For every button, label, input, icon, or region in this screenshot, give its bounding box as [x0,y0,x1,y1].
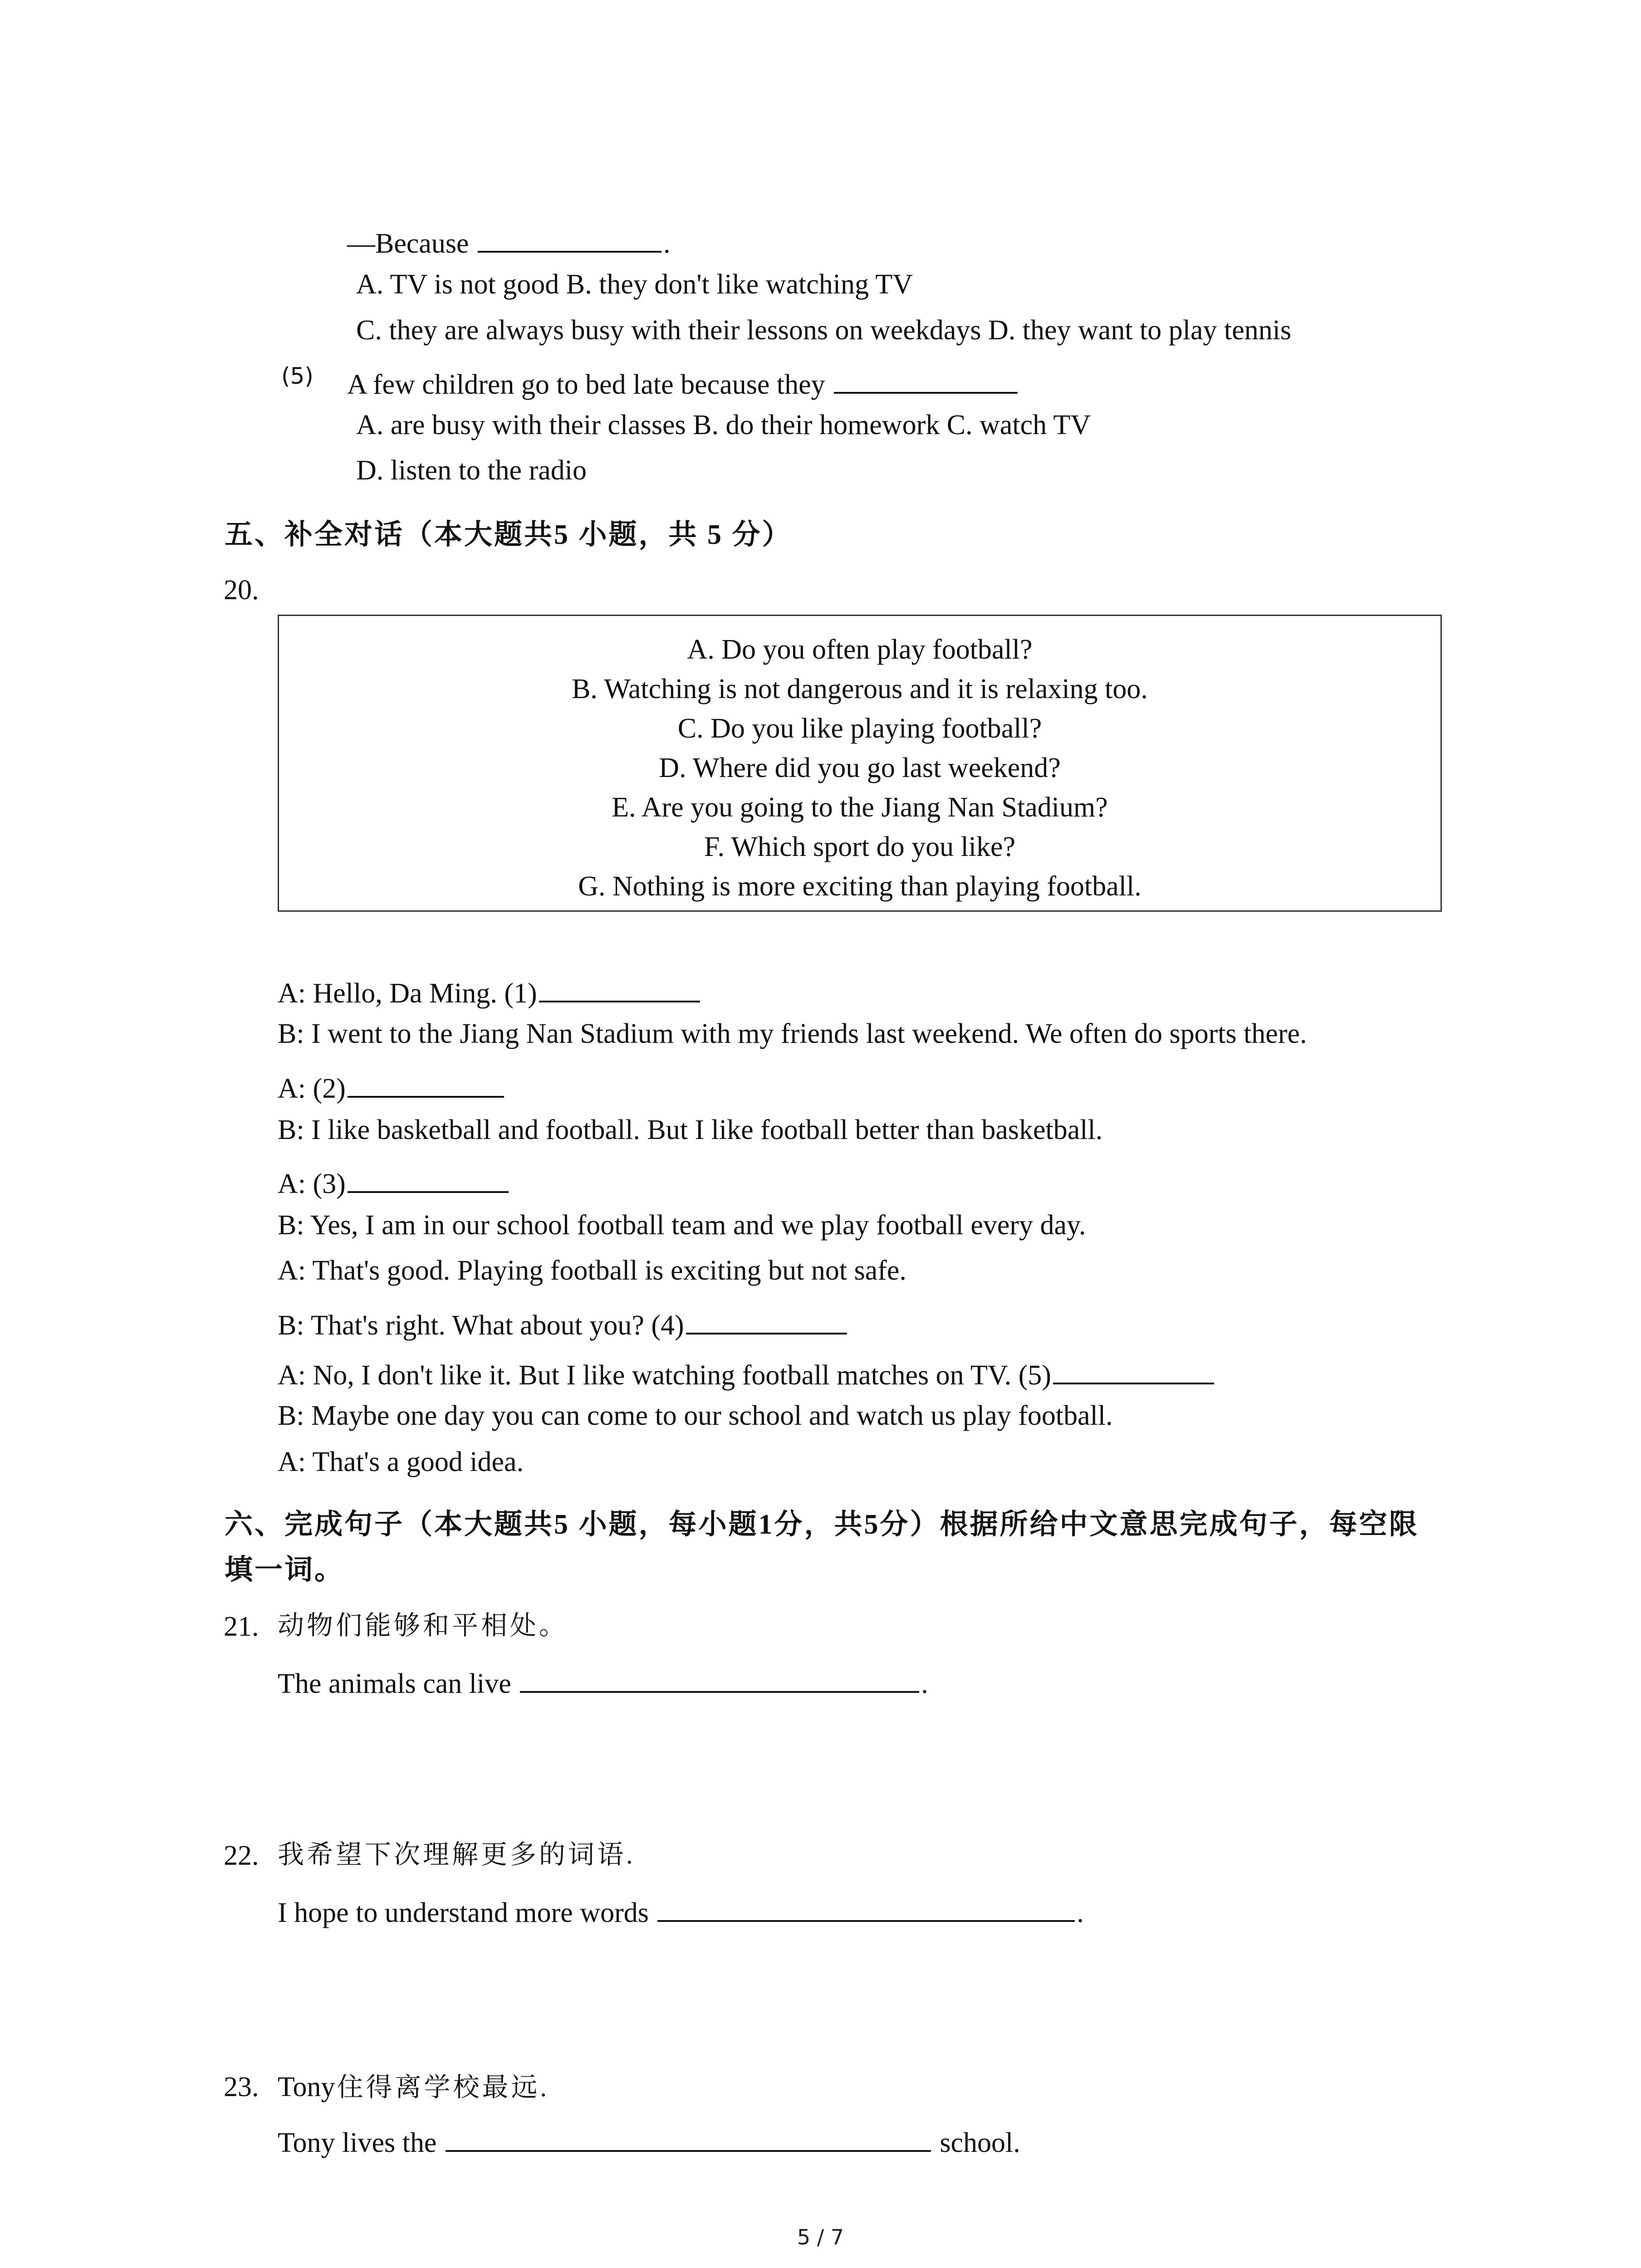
q4-options-cd: C. they are always busy with their lessons on weekdays D. they want to play tennis [356,315,1292,346]
q5-option-d: D. listen to the radio [356,455,587,486]
dialogue-line-7: A: That's good. Playing football is exciting but not safe. [278,1255,906,1286]
dialogue-line-9 [278,1356,1216,1389]
q23-end: school. [940,2127,1020,2158]
option-d: D. Where did you go last weekend? [659,753,1061,783]
dialogue-line-5 [278,1165,510,1198]
option-e: E. Are you going to the Jiang Nan Stadium? [612,792,1108,823]
question-21-english [278,1665,928,1698]
question-22-english [278,1894,1084,1927]
option-c: C. Do you like playing football? [677,713,1042,744]
dialogue-text: A: (2) [278,1073,346,1104]
answer-blank-3[interactable] [348,1165,509,1193]
answer-blank-4[interactable] [686,1306,847,1334]
dialogue-line-11: A: That's a good idea. [278,1447,524,1477]
page-number: 5 / 7 [797,2225,844,2249]
q4-options-ab: A. TV is not good B. they don't like watching TV [356,269,913,300]
section6-title-line1: 六、完成句子（本大题共5 小题，每小题1分，共5分）根据所给中文意思完成句子，每空限 [225,1509,1419,1540]
q21-end: . [921,1668,928,1699]
dialogue-line-3 [278,1070,506,1103]
question-23-number: 23. [224,2072,259,2102]
q21-text: The animals can live [278,1668,511,1699]
q5-number: (5) [281,363,314,389]
q23-cn-prefix: Tony [278,2072,335,2102]
answer-blank-21[interactable] [520,1665,919,1693]
answer-blank[interactable] [834,366,1018,394]
section5-title: 五、补全对话（本大题共5 小题，共 5 分） [225,519,792,550]
option-b: B. Watching is not dangerous and it is relaxing too. [572,674,1148,704]
because-text: —Because [347,228,469,259]
q22-end: . [1077,1897,1084,1928]
option-f: F. Which sport do you like? [704,831,1016,862]
dialogue-text: A: Hello, Da Ming. (1) [278,978,537,1009]
answer-blank-1[interactable] [539,974,700,1002]
question-22-number: 22. [224,1840,259,1871]
dialogue-text: A: (3) [278,1168,346,1199]
dialogue-line-1 [278,974,702,1007]
option-a: A. Do you often play football? [687,634,1033,665]
answer-blank[interactable] [478,225,661,253]
answer-blank-22[interactable] [657,1894,1075,1922]
q5-options-abc: A. are busy with their classes B. do their homework C. watch TV [356,410,1091,440]
question-22-chinese: 我希望下次理解更多的词语. [278,1840,636,1869]
options-box [278,615,1442,912]
question-23-chinese [278,2073,549,2101]
dialogue-text: B: That's right. What about you? (4) [278,1310,684,1341]
question-23-english [278,2124,1020,2157]
q23-text: Tony lives the [278,2127,437,2158]
question-21-number: 21. [224,1611,259,1642]
dialogue-line-10: B: Maybe one day you can come to our school and watch us play football. [278,1400,1113,1431]
section6-title-line2: 填一词。 [225,1554,345,1585]
answer-blank-2[interactable] [348,1070,504,1098]
answer-blank-23[interactable] [446,2124,931,2152]
dialogue-line-4: B: I like basketball and football. But I like football better than basketball. [278,1114,1103,1145]
question-20-number: 20. [224,575,259,606]
q5-text: A few children go to bed late because they [347,369,825,400]
question-21-chinese: 动物们能够和平相处。 [278,1611,568,1640]
option-g: G. Nothing is more exciting than playing football. [578,871,1141,902]
answer-blank-5[interactable] [1053,1356,1214,1384]
q23-cn-text: 住得离学校最远. [337,2072,550,2102]
because-line [347,225,671,258]
dialogue-line-6: B: Yes, I am in our school football team and we play football every day. [278,1210,1086,1241]
q22-text: I hope to understand more words [278,1897,649,1928]
period: . [663,228,671,259]
dialogue-text: A: No, I don't like it. But I like watching football matches on TV. (5) [278,1360,1051,1391]
dialogue-line-8 [278,1306,849,1339]
dialogue-line-2: B: I went to the Jiang Nan Stadium with my friends last weekend. We often do sports there. [278,1018,1307,1049]
q5-stem [347,366,1019,399]
